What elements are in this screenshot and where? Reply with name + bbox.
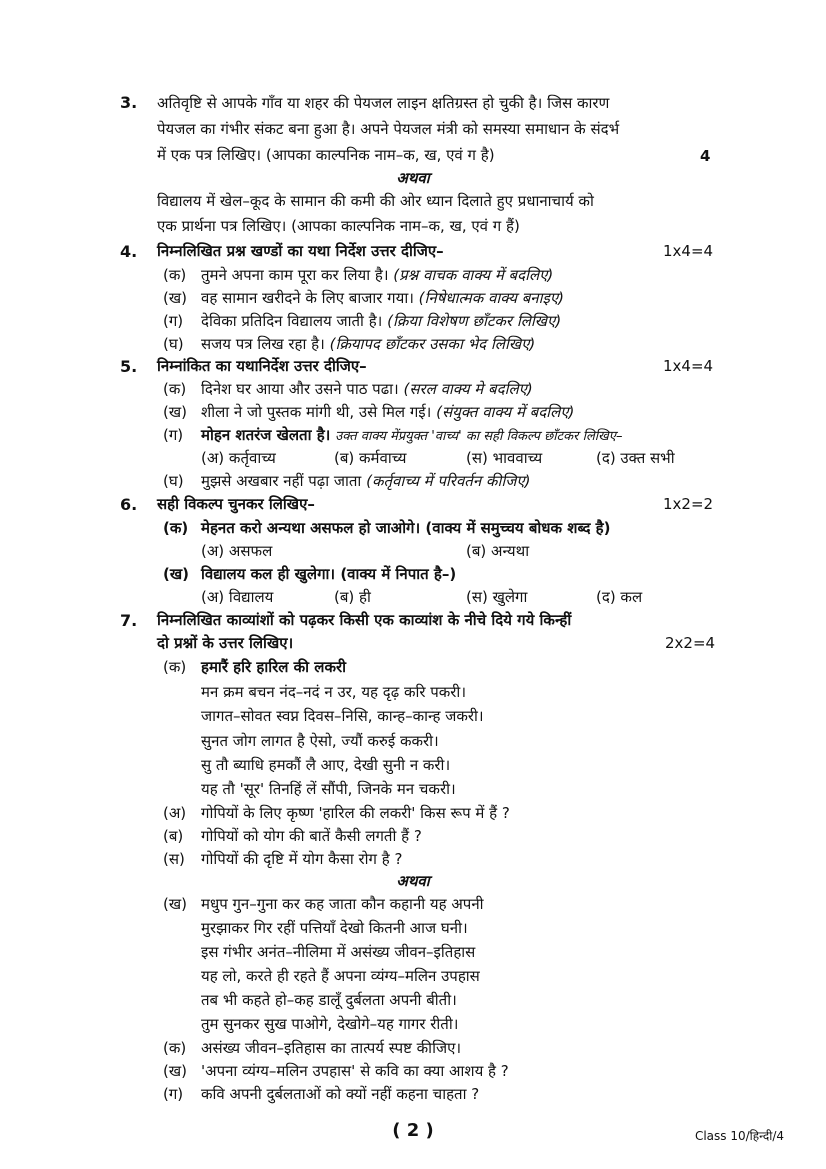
- q5-option-a: (अ) कर्तृवाच्य: [201, 449, 276, 467]
- q4-item-instruction: (निषेधात्मक वाक्य बनाइए): [418, 289, 564, 307]
- q7-poem2-question-ga: [163, 1084, 479, 1105]
- q6-item-ka: [163, 518, 610, 539]
- q4-item-kha: [163, 288, 564, 309]
- q7-question-text: 'अपना व्यंग्य–मलिन उपहास' से कवि का क्या आशय है ?: [201, 1062, 509, 1080]
- q7-question-text: गोपियों को योग की बातें कैसी लगती हैं ?: [201, 827, 422, 845]
- q7-question-text: गोपियों की दृष्टि में योग कैसा रोग है ?: [201, 850, 403, 868]
- q5-option-b: (ब) कर्मवाच्य: [334, 449, 407, 467]
- q7-heading-line-2: दो प्रश्नों के उत्तर लिखिए।: [157, 634, 294, 652]
- q7-poem1-question-a: [163, 803, 510, 824]
- q3-line-1: अतिवृष्टि से आपके गाँव या शहर की पेयजल लाइन क्षतिग्रस्त हो चुकी है। जिस कारण: [157, 94, 610, 112]
- q4-item-instruction: (क्रियापद छाँटकर उसका भेद लिखिए): [329, 335, 536, 353]
- q7-or-label: अथवा: [396, 872, 430, 890]
- q5-item-label: (क): [163, 380, 187, 398]
- q3-or-label: अथवा: [396, 169, 430, 187]
- q4-item-text: देविका प्रतिदिन विद्यालय जाती है।: [201, 312, 383, 330]
- q4-marks: 1x4=4: [663, 242, 714, 260]
- q7-heading-line-1: निम्नलिखित काव्यांशों को पढ़कर किसी एक काव्यांश के नीचे दिये गये किन्हीं: [157, 611, 572, 629]
- q7-question-label: (स): [163, 850, 185, 868]
- q5-item-ka: [163, 379, 533, 400]
- q7-question-label: (ब): [163, 827, 184, 845]
- q7-poem2-question-kha: [163, 1061, 509, 1082]
- q6-item-label: (ख): [163, 565, 189, 583]
- q7-poem1-line-2: मन क्रम बचन नंद–नदं न उर, यह दृढ़ करि पकरी।: [201, 683, 467, 701]
- q6-item2-option-b: (ब) ही: [334, 588, 371, 606]
- q7-question-label: (ग): [163, 1085, 184, 1103]
- q7-question-label: (ख): [163, 1062, 187, 1080]
- q7-poem2-line-6: तुम सुनकर सुख पाओगे, देखोगे–यह गागर रीती।: [201, 1015, 459, 1033]
- q7-poem1-line-6: यह तौ 'सूर' तिनहिं लें सौंपी, जिनके मन चकरी।: [201, 780, 456, 798]
- q7-marks: 2x2=4: [665, 634, 716, 652]
- q5-item-text: मोहन शतरंज खेलता है।: [201, 426, 331, 444]
- q4-item-gha: [163, 334, 535, 355]
- q6-number: 6.: [120, 495, 138, 514]
- q7-poem1-label: (क): [163, 658, 187, 676]
- q3-alt-line-1: विद्यालय में खेल–कूद के सामान की कमी की ओर ध्यान दिलाते हुए प्रधानाचार्य को: [157, 192, 594, 210]
- q6-heading: सही विकल्प चुनकर लिखिए–: [157, 495, 315, 513]
- q5-item-text: दिनेश घर आया और उसने पाठ पढा।: [201, 380, 399, 398]
- q6-marks: 1x2=2: [663, 495, 714, 513]
- q5-item-ga: [163, 425, 622, 447]
- q6-item-text: मेहनत करो अन्यथा असफल हो जाओगे। (वाक्य में समुच्चय बोधक शब्द है): [201, 519, 611, 537]
- q4-item-text: तुमने अपना काम पूरा कर लिया है।: [201, 266, 389, 284]
- q7-poem1-question-c: [163, 849, 402, 870]
- q7-poem2-label: (ख): [163, 895, 187, 913]
- q4-item-ga: [163, 311, 561, 332]
- q7-poem2-line-2: मुरझाकर गिर रहीं पत्तियाँ देखो कितनी आज घनी।: [201, 919, 468, 937]
- class-code: Class 10/हिन्दी/4: [694, 1129, 784, 1143]
- q7-question-label: (क): [163, 1039, 187, 1057]
- q5-item-text: शीला ने जो पुस्तक मांगी थी, उसे मिल गई।: [201, 403, 432, 421]
- q3-marks: 4: [700, 147, 711, 165]
- q7-poem2-question-ka: [163, 1038, 461, 1059]
- q5-marks: 1x4=4: [663, 357, 714, 375]
- q5-option-c: (स) भाववाच्य: [466, 449, 543, 467]
- q6-item1-option-a: (अ) असफल: [201, 542, 273, 560]
- q4-item-instruction: (क्रिया विशेषण छाँटकर लिखिए): [387, 312, 562, 330]
- q5-item-label: (ग): [163, 426, 184, 444]
- q7-question-label: (अ): [163, 804, 187, 822]
- q3-line-3: में एक पत्र लिखिए। (आपका काल्पनिक नाम–क, ख, एवं ग है): [157, 146, 495, 164]
- q6-item-kha: [163, 564, 456, 585]
- q7-number: 7.: [120, 611, 138, 630]
- q5-item-instruction: उक्त वाक्य मेंप्रयुक्त 'वाच्य' का सही विकल्प छाँटकर लिखिए–: [335, 429, 623, 444]
- q5-heading: निम्नांकित का यथानिर्देश उत्तर दीजिए–: [157, 357, 367, 375]
- q4-item-label: (घ): [163, 335, 184, 353]
- q4-item-instruction: (प्रश्न वाचक वाक्य में बदलिए): [393, 266, 554, 284]
- page-number: ( 2 ): [392, 1120, 434, 1141]
- q5-option-d: (द) उक्त सभी: [596, 449, 675, 467]
- q4-item-ka: [163, 265, 553, 286]
- q5-item-instruction: (कर्तृवाच्य में परिवर्तन कीजिए): [366, 472, 531, 490]
- q7-poem2-line-3: इस गंभीर अनंत–नीलिमा में असंख्य जीवन–इतिहास: [201, 943, 476, 961]
- q7-poem2-line-5: तब भी कहते हो–कह डालूँ दुर्बलता अपनी बीती।: [201, 991, 457, 1009]
- q6-item-text: विद्यालय कल ही खुलेगा। (वाक्य में निपात है–): [201, 565, 457, 583]
- q3-number: 3.: [120, 93, 138, 112]
- q5-item-text: मुझसे अखबार नहीं पढ़ा जाता: [201, 472, 362, 490]
- q5-item-kha: [163, 402, 574, 423]
- q7-poem1-line-5: सु तौ ब्याधि हमकौं लै आए, देखी सुनी न करी।: [201, 756, 451, 774]
- q7-poem1-line-4: सुनत जोग लागत है ऐसो, ज्यौं करुई ककरी।: [201, 732, 439, 750]
- q5-item-label: (घ): [163, 472, 184, 490]
- q6-item2-option-d: (द) कल: [596, 588, 643, 606]
- q4-item-text: सजय पत्र लिख रहा है।: [201, 335, 325, 353]
- q7-poem2-line-1: मधुप गुन–गुना कर कह जाता कौन कहानी यह अपनी: [201, 895, 484, 913]
- q4-item-text: वह सामान खरीदने के लिए बाजार गया।: [201, 289, 414, 307]
- q5-number: 5.: [120, 357, 138, 376]
- q4-item-label: (ग): [163, 312, 184, 330]
- q4-number: 4.: [120, 242, 138, 261]
- q7-poem2-line-4: यह लो, करते ही रहते हैं अपना व्यंग्य–मलिन उपहास: [201, 967, 480, 985]
- q7-question-text: कवि अपनी दुर्बलताओं को क्यों नहीं कहना चाहता ?: [201, 1085, 480, 1103]
- q7-poem1-line-1: हमारैं हरि हारिल की लकरी: [201, 658, 346, 676]
- q5-item-gha: [163, 471, 531, 492]
- q6-item2-option-a: (अ) विद्यालय: [201, 588, 274, 606]
- q7-question-text: गोपियों के लिए कृष्ण 'हारिल की लकरी' किस रूप में हैं ?: [201, 804, 510, 822]
- q6-item1-option-b: (ब) अन्यथा: [466, 542, 530, 560]
- q3-line-2: पेयजल का गंभीर संकट बना हुआ है। अपने पेयजल मंत्री को समस्या समाधान के संदर्भ: [157, 120, 620, 138]
- q6-item-label: (क): [163, 519, 189, 537]
- q5-item-instruction: (सरल वाक्य मे बदलिए): [403, 380, 533, 398]
- q7-poem1-question-b: [163, 826, 422, 847]
- q4-heading: निम्नलिखित प्रश्न खण्डों का यथा निर्देश उत्तर दीजिए–: [157, 242, 444, 260]
- q4-item-label: (ख): [163, 289, 187, 307]
- q7-question-text: असंख्य जीवन–इतिहास का तात्पर्य स्पष्ट कीजिए।: [201, 1039, 462, 1057]
- q6-item2-option-c: (स) खुलेगा: [466, 588, 528, 606]
- q5-item-label: (ख): [163, 403, 187, 421]
- q5-item-instruction: (संयुक्त वाक्य में बदलिए): [436, 403, 575, 421]
- q3-alt-line-2: एक प्रार्थना पत्र लिखिए। (आपका काल्पनिक नाम–क, ख, एवं ग हैं): [157, 217, 520, 235]
- q4-item-label: (क): [163, 266, 187, 284]
- q7-poem1-line-3: जागत–सोवत स्वप्न दिवस–निसि, कान्ह–कान्ह जकरी।: [201, 707, 484, 725]
